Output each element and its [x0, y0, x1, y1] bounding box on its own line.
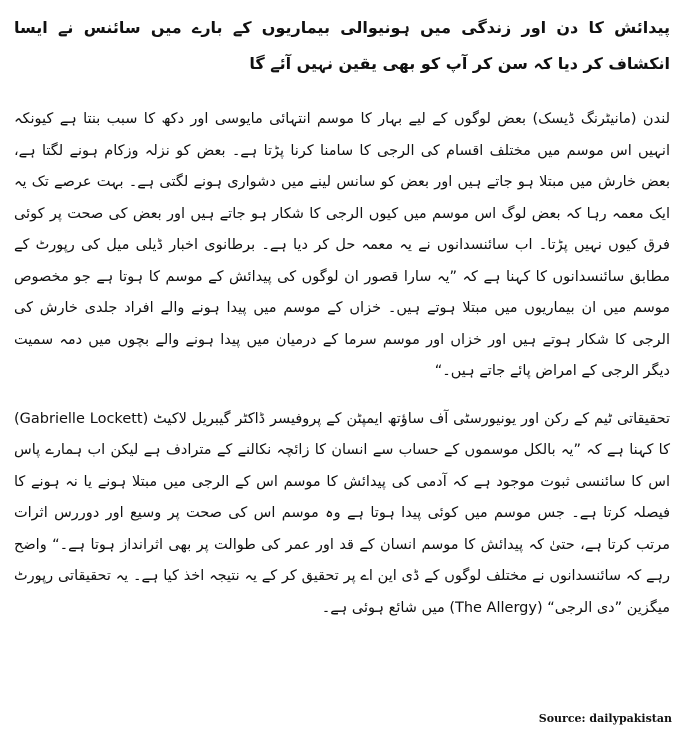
article-paragraph-2: تحقیقاتی ٹیم کے رکن اور یونیورسٹی آف ساﺅتھ ایمپٹن کے پروفیسر ڈاکٹر گیبریل لاکیٹ (Gabrielle Lockett) کا کہنا ہے کہ ”یہ بالکل موسموں کے حساب سے انسان کا زائچہ نکالنے کے مترادف ہے لیکن اب ہمارے پاس اس کا سائنسی ثبوت موجود ہے کہ آدمی کی پیدائش کا موسم اس کے الرجی میں مبتلا ہونے یا نہ ہونے کا فیصلہ کرتا ہے۔ جس موسم میں کوئی پیدا ہوتا ہے وہ موسم اس کی صحت پر وسیع اور دوررس اثرات مرتب کرتا ہے، حتیٰ کہ پیدائش کا موسم انسان کے قد اور عمر کی طوالت پر بھی اثرانداز ہوتا ہے۔“ واضح رہے کہ سائنسدانوں نے مختلف لوگوں کے ڈی این اے پر تحقیق کر کے یہ نتیجہ اخذ کیا ہے۔ یہ تحقیقاتی رپورٹ میگزین ”دی الرجی“ (The Allergy) میں شائع ہوئی ہے۔: [14, 410, 670, 616]
article-paragraph-1: لندن (مانیٹرنگ ڈیسک) بعض لوگوں کے لیے بہار کا موسم انتہائی مایوسی اور دکھ کا سبب بنتا ہے کیونکہ انہیں اس موسم میں مختلف اقسام کی الرجی کا سامنا کرنا پڑتا ہے۔ بعض کو نزلہ وزکام ہونے لگتا ہے، بعض خارش میں مبتلا ہو جاتے ہیں اور بعض کو سانس لینے میں دشواری ہونے لگتی ہے۔ بہت عرصے تک یہ ایک معمہ رہا کہ بعض لوگ اس موسم میں کیوں الرجی کا شکار ہو جاتے ہیں اور بعض کی صحت پر کوئی فرق کیوں نہیں پڑتا۔ اب سائنسدانوں نے یہ معمہ حل کر دیا ہے۔ برطانوی اخبار ڈیلی میل کی رپورٹ کے مطابق سائنسدانوں کا کہنا ہے کہ ”یہ سارا قصور ان لوگوں کی پیدائش کے موسم کا ہوتا ہے جو مخصوص موسم میں ان بیماریوں میں مبتلا ہوتے ہیں۔ خزاں کے موسم میں پیدا ہونے والے افراد جلدی خارش کی الرجی کا شکار ہوتے ہیں اور خزاں اور موسم سرما کے درمیان میں پیدا ہونے والے بچوں میں دمہ سمیت دیگر الرجی کے امراض پائے جاتے ہیں۔“: [14, 111, 670, 379]
article-headline: پیدائش کا دن اور زندگی میں ہونیوالی بیماریوں کے بارے میں سائنس نے ایسا انکشاف کر دیا کہ سن کر آپ کو بھی یقین نہیں آئے گا: [14, 18, 670, 73]
article: [14, 10, 674, 640]
source-credit: Source: dailypakistan: [538, 712, 672, 725]
